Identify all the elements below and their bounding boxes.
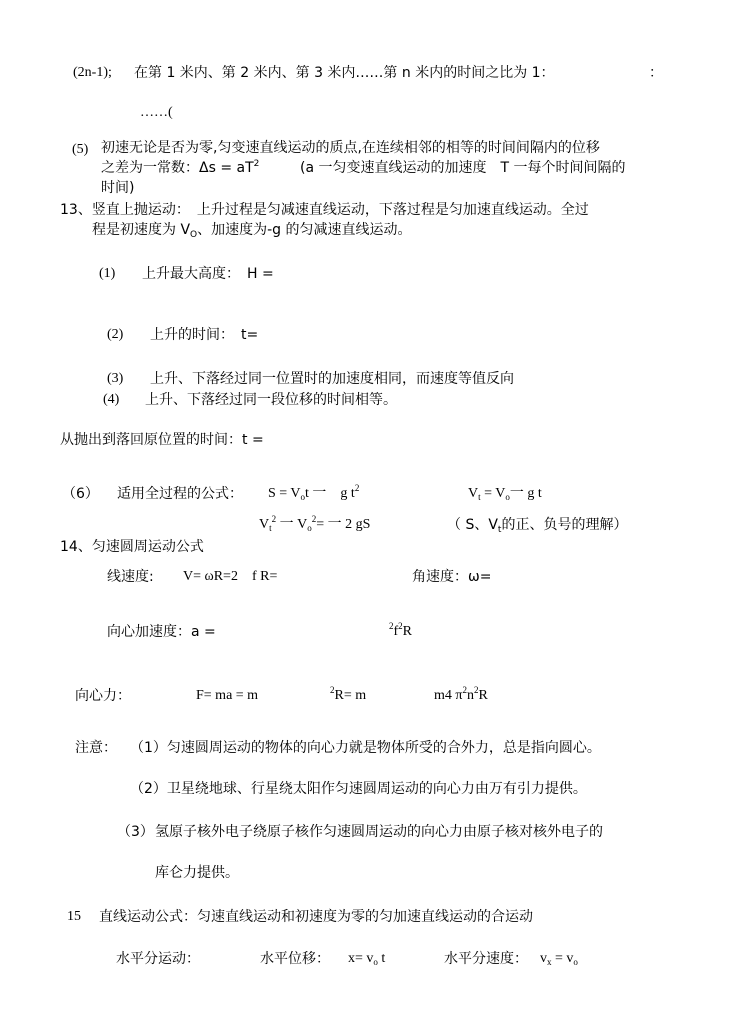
horizontal-displacement-formula: $x= v_o$ t (348, 951, 386, 967)
displacement-formula: $S = V_ot$ 一 g $t^2$ (268, 483, 360, 502)
item-number: (2) (107, 327, 124, 342)
item5-line2-note: (a 一匀变速直线运动的加速度 T 一每个时间间隔的 (300, 160, 626, 176)
item-number: (3) (107, 371, 124, 386)
centripetal-force-formula-2: $^2$R= m (330, 685, 367, 703)
note-2: （2）卫星绕地球、行星绕太阳作匀速圆周运动的向心力由万有引力提供。 (130, 781, 587, 797)
section13-line2: 程是初速度为 $V_O$、加速度为-g 的匀减速直线运动。 (92, 222, 412, 240)
ellipsis-paren: ……( (140, 105, 173, 120)
section15-title: 直线运动公式：匀速直线运动和初速度为零的匀加速直线运动的合运动 (99, 909, 533, 925)
section15-number: 15 (67, 909, 81, 924)
centripetal-force-label: 向心力： (75, 688, 131, 704)
max-height-text: 上升最大高度： H = (142, 266, 274, 282)
item5-line2: 之差为一常数：$\Delta s = aT^2$ (101, 159, 260, 176)
centripetal-force-formula: F= ma = m (196, 688, 259, 703)
section13-line1: 13、竖直上抛运动： 上升过程是匀减速直线运动，下落过程是匀加速直线运动。全过 (60, 202, 589, 218)
item-number: （3） (117, 824, 154, 840)
angular-velocity-label: 角速度：ω= (412, 569, 492, 585)
ratio-prefix: (2n-1); (73, 65, 112, 80)
time-ratio-text: 在第 1 米内、第 2 米内、第 3 米内……第 n 米内的时间之比为 1： (134, 65, 555, 81)
note-3-line2: 库仑力提供。 (155, 865, 239, 881)
velocity-formula: $V_t = V_o$一 g t (468, 486, 542, 502)
centripetal-acceleration-label: 向心加速度：a = (107, 624, 216, 640)
horizontal-motion-label: 水平分运动： (116, 951, 200, 967)
full-process-label: 适用全过程的公式： (117, 486, 243, 502)
note-3-line1: 氢原子核外电子绕原子核作匀速圆周运动的向心力由原子核对核外电子的 (155, 824, 603, 840)
note-1: （1）匀速圆周运动的物体的向心力就是物体所受的合外力，总是指向圆心。 (130, 740, 601, 756)
note-label: 注意： (75, 740, 117, 756)
item5-line3: 时间) (101, 180, 135, 196)
horizontal-displacement-label: 水平位移： (260, 951, 330, 967)
ratio-colon: ： (649, 65, 663, 81)
section14-title: 14、匀速圆周运动公式 (60, 539, 204, 555)
item-number: （6） (62, 486, 99, 502)
sign-note: （ S、$V_t$的正、负号的理解） (447, 517, 628, 535)
return-time-text: 从抛出到落回原位置的时间：t = (60, 432, 264, 448)
linear-velocity-label: 线速度: (107, 569, 154, 585)
item5-line1: 初速无论是否为零,匀变速直线运动的质点,在连续相邻的相等的时间间隔内的位移 (101, 140, 600, 156)
horizontal-velocity-formula: $v_x = v_o$ (540, 951, 578, 967)
same-position-text: 上升、下落经过同一位置时的加速度相同，而速度等值反向 (150, 371, 514, 387)
centripetal-acceleration-formula: $^2f^2R$ (389, 621, 413, 639)
velocity-squared-formula: $V_t^2$ 一 $V_o^2=$ 一 2 gS (259, 514, 371, 533)
same-displacement-text: 上升、下落经过同一段位移的时间相等。 (145, 392, 397, 408)
linear-velocity-formula: V= ωR=2 f R= (183, 569, 278, 584)
item-number: (1) (99, 266, 116, 281)
horizontal-velocity-label: 水平分速度： (444, 951, 528, 967)
item-number: (5) (72, 142, 89, 157)
item-number: (4) (103, 392, 120, 407)
centripetal-force-formula-3: m4 $\pi^2n^2R$ (434, 685, 488, 703)
rise-time-text: 上升的时间： t= (150, 327, 259, 343)
